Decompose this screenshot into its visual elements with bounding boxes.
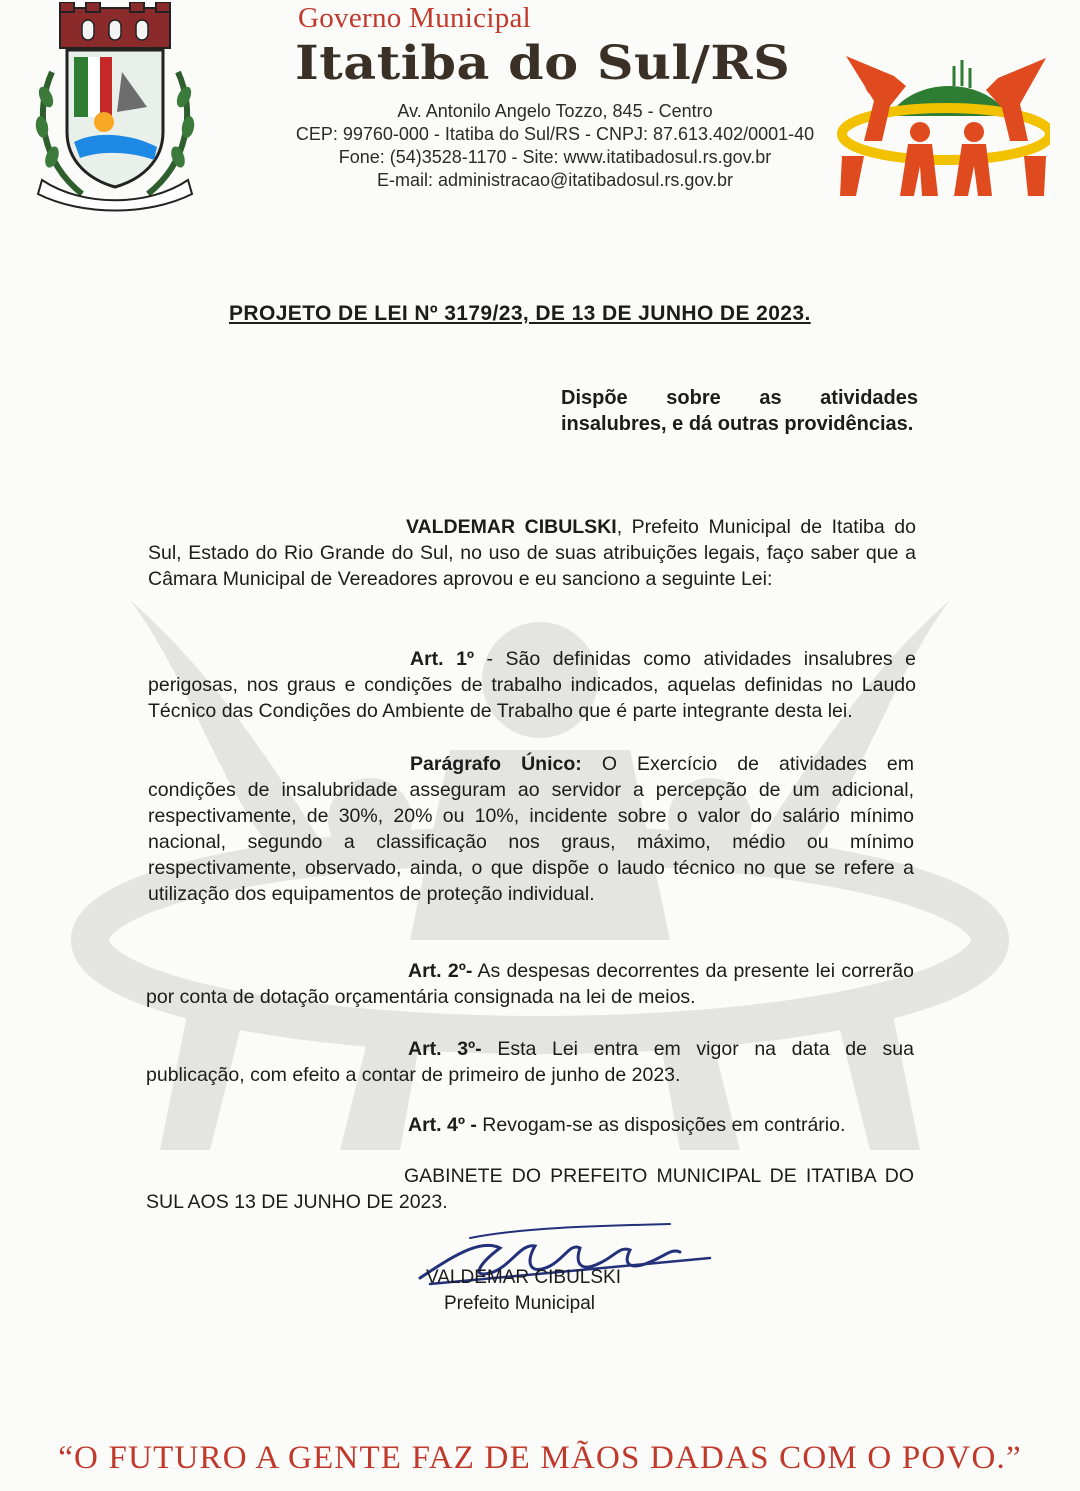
municipal-coat-of-arms-icon — [22, 2, 208, 212]
article-1 — [148, 646, 916, 724]
article-3-label: Art. 3º- — [408, 1038, 482, 1060]
bill-summary: Dispõe sobre as atividades insalubres, e dá outras providências. — [561, 387, 918, 435]
email-line: E-mail: administracao@itatibadosul.rs.gov.br — [376, 170, 734, 190]
address-line: Av. Antonilo Angelo Tozzo, 845 - Centro — [397, 101, 713, 121]
government-label: Governo Municipal — [298, 2, 532, 34]
bill-title: PROJETO DE LEI Nº 3179/23, DE 13 DE JUNHO DE 2023. — [229, 302, 811, 325]
signer-name: VALDEMAR CIBULSKI — [426, 1267, 621, 1288]
closing-text: GABINETE DO PREFEITO MUNICIPAL DE ITATIBA DO SUL AOS 13 DE JUNHO DE 2023. — [146, 1165, 914, 1213]
people-holding-hands-logo-icon — [834, 46, 1050, 202]
sole-paragraph-label: Parágrafo Único: — [410, 753, 582, 775]
preamble-text: , Prefeito Municipal de Itatiba do Sul, Estado do Rio Grande do Sul, no uso de suas atribuições legais, faço saber que a Câmara Municipal de Vereadores aprovou e eu sanciono a seguinte Lei: — [148, 516, 916, 590]
article-3-text: Esta Lei entra em vigor na data de sua publicação, com efeito a contar de primeiro de junho de 2023. — [146, 1038, 915, 1086]
phone-site-line: Fone: (54)3528-1170 - Site: www.itatibadosul.rs.gov.br — [338, 147, 772, 167]
article-3 — [146, 1036, 914, 1088]
article-1-label: Art. 1º — [410, 648, 475, 670]
article-4-label: Art. 4º - — [408, 1114, 477, 1136]
article-1-text: - São definidas como atividades insalubres e perigosas, nos graus e condições de trabalho indicados, aquelas definidas no Laudo Técnico das Condições do Ambiente de Trabalho que é parte integrante desta lei. — [148, 648, 917, 722]
footer-motto: “O FUTURO A GENTE FAZ DE MÃOS DADAS COM O POVO.” — [58, 1440, 1022, 1476]
article-4 — [146, 1112, 914, 1138]
sole-paragraph-text: O Exercício de atividades em condições de insalubridade asseguram ao servidor a percepção de um adicional, respectivamente, de 30%, 20% ou 10%, incidente sobre o valor do salário mínimo nacional, segundo a classificação nos graus, máximo, médio ou mínimo respectivamente, observado, ainda, o que dispõe o laudo técnico no que se refere a utilização dos equipamentos de proteção individual. — [148, 753, 914, 905]
article-2-label: Art. 2º- — [408, 960, 473, 982]
signer-role: Prefeito Municipal — [444, 1293, 596, 1314]
sole-paragraph — [148, 751, 914, 907]
city-name: Itatiba do Sul/RS — [295, 36, 791, 91]
article-2-text: As despesas decorrentes da presente lei correrão por conta de dotação orçamentária consignada na lei de meios. — [146, 960, 914, 1008]
preamble — [148, 514, 916, 592]
cep-cnpj-line: CEP: 99760-000 - Itatiba do Sul/RS - CNPJ: 87.613.402/0001-40 — [295, 124, 815, 144]
article-4-text: Revogam-se as disposições em contrário. — [476, 1114, 846, 1136]
article-2 — [146, 958, 914, 1010]
closing-statement — [146, 1163, 914, 1215]
mayor-name: VALDEMAR CIBULSKI — [406, 516, 617, 538]
